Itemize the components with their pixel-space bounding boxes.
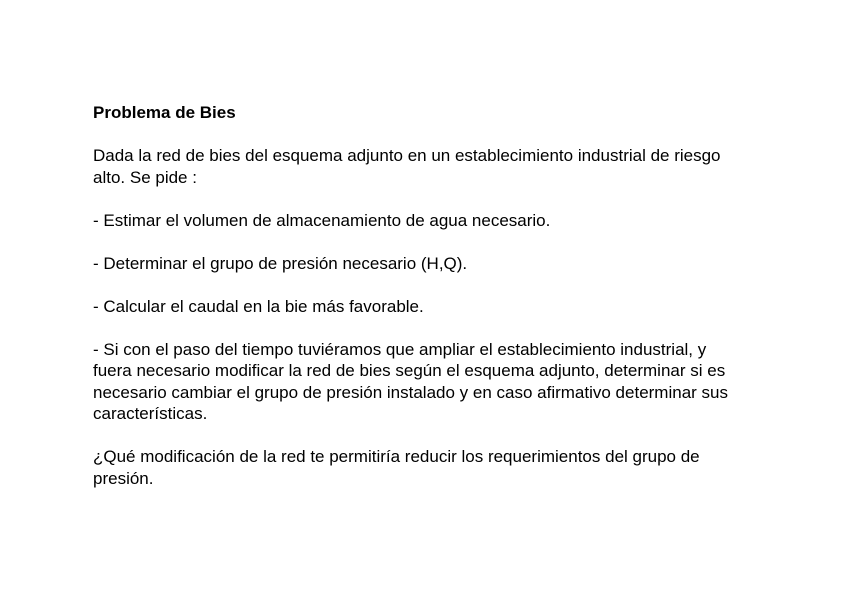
question-paragraph: ¿Qué modificación de la red te permitiría reducir los requerimientos del grupo de presión. (93, 447, 700, 488)
task-item-2: - Determinar el grupo de presión necesario (H,Q). (93, 253, 468, 273)
intro-paragraph: Dada la red de bies del esquema adjunto en un establecimiento industrial de riesgo alto. Se pide : (93, 146, 721, 187)
document-body (93, 102, 733, 489)
task-item-1: - Estimar el volumen de almacenamiento de agua necesario. (93, 210, 551, 230)
spacer (93, 188, 733, 210)
spacer (93, 231, 733, 253)
spacer (93, 124, 733, 146)
document-title: Problema de Bies (93, 103, 236, 122)
task-item-4: - Si con el paso del tiempo tuviéramos que ampliar el establecimiento industrial, y fuera necesario modificar la red de bies según el esquema adjunto, determinar si es necesario cambiar el grupo de presión instalado y en caso afirmativo determinar sus características. (93, 339, 728, 423)
spacer (93, 317, 733, 339)
spacer (93, 425, 733, 447)
spacer (93, 274, 733, 296)
task-item-3: - Calcular el caudal en la bie más favorable. (93, 296, 424, 316)
